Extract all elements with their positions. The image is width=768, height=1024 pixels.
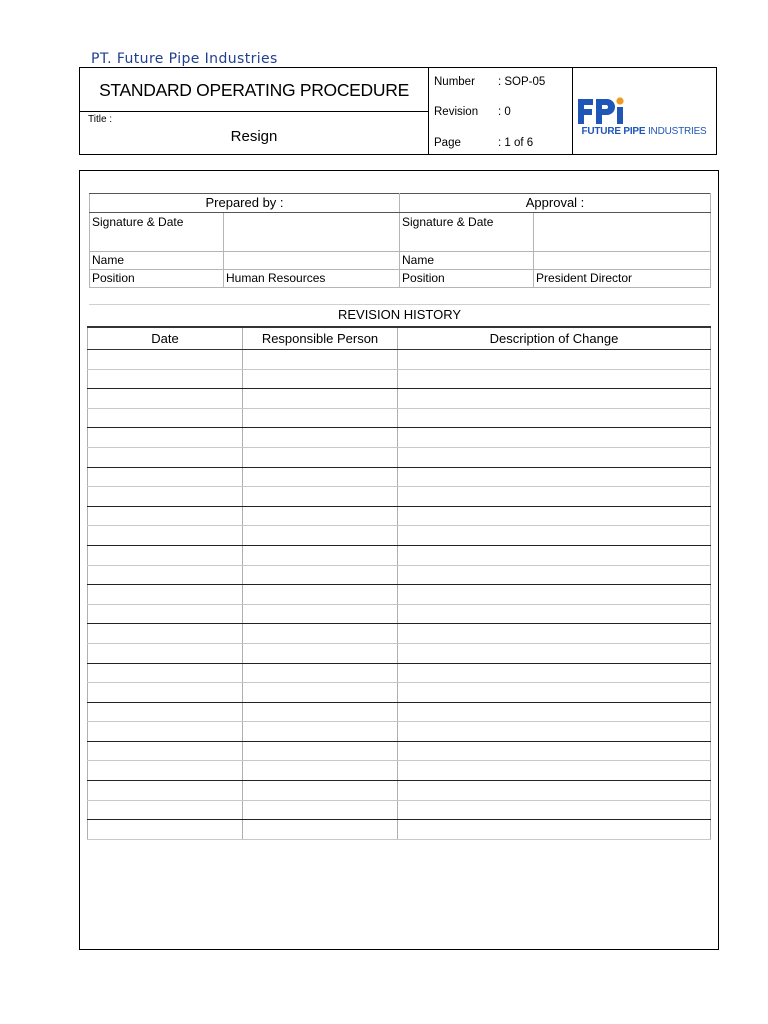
date-cell[interactable] [88,487,243,507]
description-cell[interactable] [398,722,711,742]
responsible-person-cell[interactable] [243,702,398,722]
date-cell[interactable] [88,761,243,781]
description-cell[interactable] [398,487,711,507]
column-header-responsible-person: Responsible Person [243,327,398,350]
date-cell[interactable] [88,447,243,467]
responsible-person-cell[interactable] [243,565,398,585]
responsible-person-cell[interactable] [243,428,398,448]
date-cell[interactable] [88,781,243,801]
table-row [88,447,711,467]
date-cell[interactable] [88,428,243,448]
date-cell[interactable] [88,820,243,840]
table-row [88,663,711,683]
table-row [88,702,711,722]
description-cell[interactable] [398,624,711,644]
table-row [88,565,711,585]
company-name: PT. Future Pipe Industries [91,51,278,67]
table-row [88,643,711,663]
table-row [88,545,711,565]
title-cell [80,68,429,154]
description-cell[interactable] [398,545,711,565]
table-row [88,800,711,820]
logo-wordmark-normal: INDUSTRIES [647,126,707,137]
approval-signature-field[interactable] [534,213,711,252]
description-cell[interactable] [398,447,711,467]
page-label: Page [434,137,461,149]
responsible-person-cell[interactable] [243,643,398,663]
responsible-person-cell[interactable] [243,624,398,644]
approval-position-label: Position [400,270,534,288]
responsible-person-cell[interactable] [243,585,398,605]
table-row [88,350,711,370]
approval-header: Approval : [400,194,711,213]
description-cell[interactable] [398,565,711,585]
description-cell[interactable] [398,408,711,428]
responsible-person-cell[interactable] [243,781,398,801]
description-cell[interactable] [398,643,711,663]
approval-table [89,193,711,288]
description-cell[interactable] [398,702,711,722]
responsible-person-cell[interactable] [243,800,398,820]
company-logo [572,68,716,154]
table-row [88,683,711,703]
date-cell[interactable] [88,545,243,565]
responsible-person-cell[interactable] [243,741,398,761]
column-header-description: Description of Change [398,327,711,350]
responsible-person-cell[interactable] [243,663,398,683]
responsible-person-cell[interactable] [243,369,398,389]
responsible-person-cell[interactable] [243,467,398,487]
description-cell[interactable] [398,741,711,761]
prepared-name-label: Name [90,252,224,270]
revision-history-rows [88,350,711,840]
number-value: : SOP-05 [498,76,546,88]
revision-history-table [87,326,711,840]
responsible-person-cell[interactable] [243,722,398,742]
document-title: Resign [230,128,278,145]
date-cell[interactable] [88,624,243,644]
date-cell[interactable] [88,350,243,370]
description-cell[interactable] [398,526,711,546]
responsible-person-cell[interactable] [243,761,398,781]
document-header [79,67,717,155]
prepared-signature-field[interactable] [224,213,400,252]
logo-wordmark-bold: FUTURE PIPE [581,126,646,137]
table-row [88,487,711,507]
table-row [88,408,711,428]
description-cell[interactable] [398,506,711,526]
approval-position-value: President Director [534,270,711,288]
fpi-logo-mark [572,68,716,128]
prepared-position-label: Position [90,270,224,288]
responsible-person-cell[interactable] [243,526,398,546]
date-cell[interactable] [88,369,243,389]
responsible-person-cell[interactable] [243,350,398,370]
table-row [88,467,711,487]
responsible-person-cell[interactable] [243,506,398,526]
date-cell[interactable] [88,408,243,428]
table-row [88,369,711,389]
revision-value: : 0 [498,106,511,118]
description-cell[interactable] [398,585,711,605]
page-value: : 1 of 6 [498,137,534,149]
description-cell[interactable] [398,428,711,448]
description-cell[interactable] [398,350,711,370]
responsible-person-cell[interactable] [243,545,398,565]
table-row [88,604,711,624]
table-row [88,526,711,546]
responsible-person-cell[interactable] [243,389,398,409]
revision-history-title: REVISION HISTORY [89,304,710,325]
description-cell[interactable] [398,604,711,624]
prepared-name-field[interactable] [224,252,400,270]
description-cell[interactable] [398,683,711,703]
document-meta [428,68,573,154]
description-cell[interactable] [398,663,711,683]
description-cell[interactable] [398,467,711,487]
responsible-person-cell[interactable] [243,487,398,507]
table-row [88,761,711,781]
table-row [88,741,711,761]
revision-label: Revision [434,106,479,118]
date-cell[interactable] [88,643,243,663]
date-cell[interactable] [88,702,243,722]
responsible-person-cell[interactable] [243,408,398,428]
date-cell[interactable] [88,506,243,526]
responsible-person-cell[interactable] [243,820,398,840]
table-row [88,722,711,742]
responsible-person-cell[interactable] [243,604,398,624]
date-cell[interactable] [88,663,243,683]
prepared-by-header: Prepared by : [90,194,400,213]
description-cell[interactable] [398,761,711,781]
table-row [88,585,711,605]
description-cell[interactable] [398,820,711,840]
document-type: STANDARD OPERATING PROCEDURE [80,68,428,112]
description-cell[interactable] [398,781,711,801]
date-cell[interactable] [88,389,243,409]
table-row [88,624,711,644]
number-label: Number [434,76,475,88]
table-row [88,781,711,801]
date-cell[interactable] [88,604,243,624]
table-row [88,428,711,448]
date-cell[interactable] [88,800,243,820]
logo-wordmark [572,126,716,137]
responsible-person-cell[interactable] [243,683,398,703]
description-cell[interactable] [398,389,711,409]
column-header-date: Date [88,327,243,350]
prepared-position-value: Human Resources [224,270,400,288]
description-cell[interactable] [398,369,711,389]
date-cell[interactable] [88,683,243,703]
description-cell[interactable] [398,800,711,820]
date-cell[interactable] [88,526,243,546]
date-cell[interactable] [88,741,243,761]
table-row [88,389,711,409]
date-cell[interactable] [88,585,243,605]
date-cell[interactable] [88,565,243,585]
approval-name-field[interactable] [534,252,711,270]
approval-name-label: Name [400,252,534,270]
prepared-signature-label: Signature & Date [90,213,224,252]
date-cell[interactable] [88,722,243,742]
table-row [88,820,711,840]
title-label: Title : [88,114,113,125]
responsible-person-cell[interactable] [243,447,398,467]
table-row [88,506,711,526]
approval-signature-label: Signature & Date [400,213,534,252]
date-cell[interactable] [88,467,243,487]
